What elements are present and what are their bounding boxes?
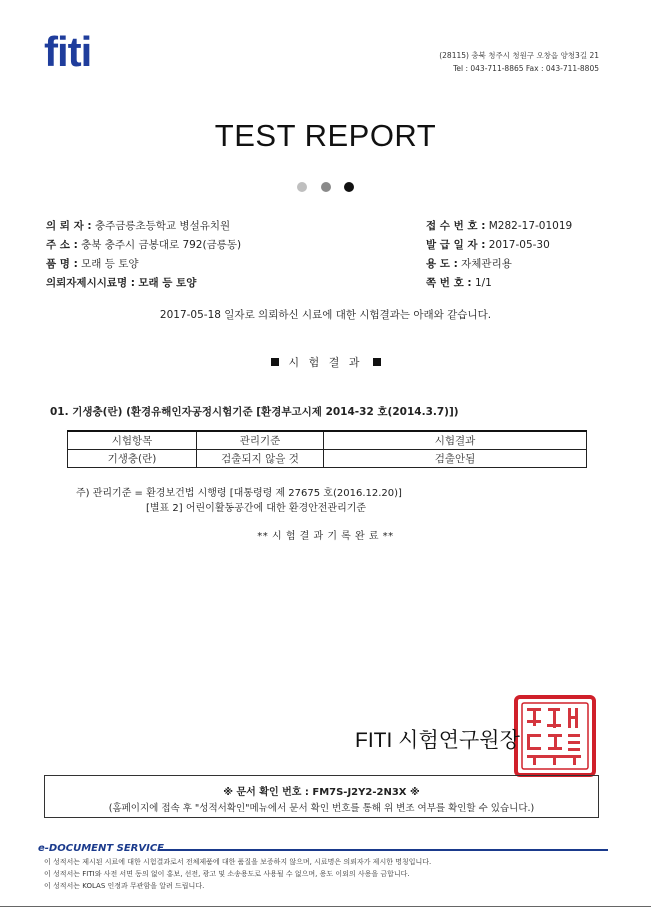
dot-mid bbox=[321, 182, 331, 192]
purpose-value: 자체관리용 bbox=[461, 258, 512, 270]
contact-line: Tel : 043-711-8865 Fax : 043-711-8805 bbox=[453, 64, 599, 73]
note-line-2: [별표 2] 어린이활동공간에 대한 환경안전관리기준 bbox=[146, 503, 367, 514]
fiti-logo bbox=[44, 30, 154, 74]
page-no-value: 1/1 bbox=[474, 277, 492, 289]
item-label: 품 명 : bbox=[46, 258, 78, 270]
results-heading bbox=[0, 354, 651, 370]
cell-test-item: 기생충(란) bbox=[68, 450, 197, 468]
client-value: 충주금릉초등학교 병설유치원 bbox=[94, 220, 231, 232]
address-label: 주 소 : bbox=[46, 239, 78, 251]
official-seal-icon bbox=[513, 694, 597, 778]
sample-name-value: 모래 등 토양 bbox=[138, 277, 197, 289]
issue-date-label: 발 급 일 자 : bbox=[426, 239, 486, 251]
client-label: 의 뢰 자 : bbox=[46, 220, 92, 232]
report-title: TEST REPORT bbox=[214, 118, 437, 153]
purpose-label: 용 도 : bbox=[426, 258, 458, 270]
cell-standard: 검출되지 않을 것 bbox=[197, 450, 324, 468]
company-address bbox=[439, 49, 599, 75]
disclaimer-line: 이 성적서는 FITI와 사전 서면 동의 없이 홍보, 선전, 광고 및 소송용도로 사용될 수 없으며, 용도 이외의 사용을 금합니다. bbox=[44, 870, 410, 878]
disclaimer-line: 이 성적서는 KOLAS 인정과 무관함을 알려 드립니다. bbox=[44, 882, 205, 890]
header-standard: 관리기준 bbox=[197, 431, 324, 450]
cell-result: 검출안됨 bbox=[324, 450, 587, 468]
note-line-1: 주) 관리기준 = 환경보건법 시행령 [대통령령 제 27675 호(2016.12.20)] bbox=[76, 488, 402, 499]
logo-text: fiti bbox=[44, 30, 92, 74]
footer-disclaimer bbox=[44, 856, 431, 892]
disclaimer-line: 이 성적서는 제시된 시료에 대한 시험결과로서 전체제품에 대한 품질을 보증하지 않으며, 시료명은 의뢰자가 제시한 명칭입니다. bbox=[44, 858, 432, 866]
right-info-block bbox=[426, 218, 572, 294]
dot-light bbox=[297, 182, 307, 192]
table-header-row bbox=[68, 431, 587, 450]
verification-instructions: (홈페이지에 접속 후 "성적서확인"메뉴에서 문서 확인 번호를 통해 위 변조 여부를 확인할 수 있습니다.) bbox=[108, 803, 535, 814]
intro-text: 2017-05-18 일자로 의뢰하신 시료에 대한 시험결과는 아래와 같습니다. bbox=[159, 309, 492, 321]
address-line: (28115) 충북 청주시 청원구 오창읍 양청3길 21 bbox=[439, 51, 599, 60]
end-of-results: ** 시 험 결 과 기 록 완 료 ** bbox=[257, 531, 394, 542]
header-result: 시험결과 bbox=[324, 431, 587, 450]
document-number: ※ 문서 확인 번호 : FM7S-J2Y2-2N3X ※ bbox=[223, 787, 420, 798]
results-table bbox=[67, 430, 587, 468]
item-value: 모래 등 토양 bbox=[81, 258, 139, 270]
e-document-divider bbox=[158, 849, 608, 851]
e-document-service-label: e-DOCUMENT SERVICE bbox=[38, 843, 165, 854]
table-row bbox=[68, 450, 587, 468]
sample-name-label: 의뢰자제시시료명 : bbox=[46, 277, 135, 289]
page-bottom-divider bbox=[0, 906, 651, 907]
receipt-no-value: M282-17-01019 bbox=[488, 220, 573, 232]
header-test-item: 시험항목 bbox=[68, 431, 197, 450]
square-bullet-icon bbox=[373, 358, 381, 366]
decorative-dots bbox=[0, 177, 651, 189]
square-bullet-icon bbox=[271, 358, 279, 366]
receipt-no-label: 접 수 번 호 : bbox=[426, 220, 486, 232]
address-value: 충북 충주시 금봉대로 792(금릉동) bbox=[81, 239, 242, 251]
page-no-label: 쪽 번 호 : bbox=[426, 277, 472, 289]
dot-dark bbox=[344, 182, 354, 192]
document-verification-box bbox=[44, 775, 599, 818]
results-heading-text: 시 험 결 과 bbox=[288, 356, 363, 369]
organization-signature: FITI 시험연구원장 bbox=[355, 729, 520, 752]
section-title: 01. 기생충(란) (환경유해인자공정시험기준 [환경부고시제 2014-32 호(2014.3.7)]) bbox=[50, 406, 459, 418]
issue-date-value: 2017-05-30 bbox=[488, 239, 550, 251]
left-info-block bbox=[46, 218, 241, 294]
